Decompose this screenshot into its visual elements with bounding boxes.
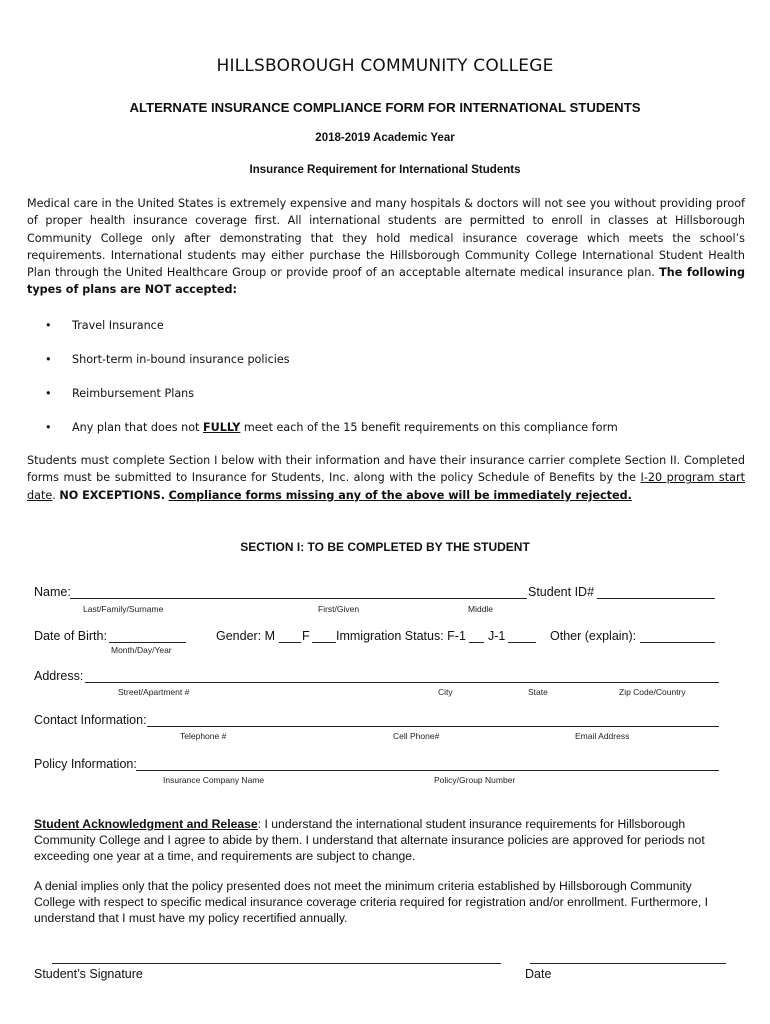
list-item-text: Travel Insurance — [72, 319, 164, 332]
list-item-text: Reimbursement Plans — [72, 387, 195, 400]
email-hint: Email Address — [575, 731, 630, 741]
requirement-heading: Insurance Requirement for International Students — [249, 164, 521, 176]
submission-text: Students must complete Section I below with their information and have their insurance carrier complete Section II. Completed forms must be submitted to Insurance for Students, Inc. along with the policy Schedule of Benefits by the — [27, 454, 745, 485]
zip-country-hint: Zip Code/Country — [619, 687, 686, 697]
acknowledgment-title: Student Acknowledgment and Release — [34, 817, 258, 831]
date-label: Date — [525, 967, 552, 981]
intro-text: Medical care in the United States is extremely expensive and many hospitals & doctors will not see you without providing proof of proper health insurance coverage first. All international students are permitted to enroll in classes at Hillsborough Community College only after demonstrating that they hold medical insurance coverage which meets the school’s requirements. International students may either purchase the Hillsborough Community College International Student Health Plan through the United Healthcare Group or provide proof of an acceptable alternate medical insurance plan. — [27, 197, 745, 280]
bullet-icon: • — [45, 353, 52, 366]
gender-female-field[interactable] — [312, 642, 336, 643]
denial-paragraph: A denial implies only that the policy presented does not meet the minimum criteria established by Hillsborough Community College with respect to specific medical insurance coverage criteria required for registration and/or enrollment. Furthermore, I understand that I must have my policy recertified annually. — [34, 879, 709, 925]
policy-number-hint: Policy/Group Number — [434, 775, 516, 785]
name-label: Name: — [34, 585, 71, 599]
last-name-hint: Last/Family/Surname — [83, 604, 164, 614]
bullet-icon: • — [45, 421, 52, 434]
state-hint: State — [528, 687, 548, 697]
intro-bold-text: The following types of plans are NOT accepted: — [27, 266, 745, 297]
insurance-company-hint: Insurance Company Name — [163, 775, 265, 785]
submission-sep: . — [52, 488, 60, 502]
academic-year: 2018-2019 Academic Year — [315, 132, 455, 144]
i20-date-text: I-20 program start date — [27, 471, 745, 502]
street-hint: Street/Apartment # — [118, 687, 190, 697]
list-item-emphasis: FULLY — [203, 421, 241, 434]
middle-name-hint: Middle — [468, 604, 494, 614]
f1-field[interactable] — [469, 642, 484, 643]
no-exceptions-text: NO EXCEPTIONS. — [59, 488, 166, 502]
bullet-icon: • — [45, 319, 52, 332]
acknowledgment-paragraph — [34, 816, 724, 864]
j1-field[interactable] — [508, 642, 536, 643]
contact-label: Contact Information: — [34, 713, 147, 727]
dob-field[interactable] — [109, 642, 186, 643]
college-name: HILLSBOROUGH COMMUNITY COLLEGE — [216, 56, 554, 76]
date-field[interactable] — [530, 963, 726, 964]
contact-field[interactable] — [147, 726, 719, 727]
other-status-label: Other (explain): — [550, 629, 637, 643]
other-status-field[interactable] — [640, 642, 715, 643]
city-hint: City — [438, 687, 453, 697]
acknowledgment-text: : I understand the international student insurance requirements for Hillsborough Community College and I agree to abide by them. I understand that alternate insurance policies are approved for periods not exceeding one year at a time, and requirements are subject to change. — [34, 817, 705, 863]
address-label: Address: — [34, 669, 84, 683]
bullet-icon: • — [45, 387, 52, 400]
gender-female-label: F — [302, 629, 310, 643]
list-item-text — [72, 421, 618, 434]
gender-male-field[interactable] — [279, 642, 301, 643]
gender-label: Gender: M — [216, 629, 276, 643]
dob-label: Date of Birth: — [34, 629, 107, 643]
policy-label: Policy Information: — [34, 757, 137, 771]
intro-paragraph — [27, 195, 745, 299]
cell-phone-hint: Cell Phone# — [393, 731, 440, 741]
first-name-hint: First/Given — [318, 604, 360, 614]
section-heading: SECTION I: TO BE COMPLETED BY THE STUDENT — [240, 540, 530, 554]
submission-paragraph — [27, 452, 745, 504]
student-id-field[interactable] — [597, 598, 715, 599]
list-item-post: meet each of the 15 benefit requirements on this compliance form — [240, 421, 618, 434]
list-item-pre: Any plan that does not — [72, 421, 203, 434]
list-item-text: Short-term in-bound insurance policies — [72, 353, 290, 366]
immigration-label: Immigration Status: F-1 — [336, 629, 466, 643]
signature-label: Student’s Signature — [34, 967, 143, 981]
form-title: ALTERNATE INSURANCE COMPLIANCE FORM FOR INTERNATIONAL STUDENTS — [129, 100, 641, 115]
signature-field[interactable] — [52, 963, 501, 964]
telephone-hint: Telephone # — [180, 731, 227, 741]
name-field[interactable] — [70, 598, 527, 599]
rejection-warning: Compliance forms missing any of the above will be immediately rejected. — [168, 488, 632, 502]
j1-label: J-1 — [488, 629, 506, 643]
address-field[interactable] — [85, 682, 719, 683]
policy-field[interactable] — [136, 770, 719, 771]
student-id-label: Student ID# — [528, 585, 595, 599]
dob-hint: Month/Day/Year — [111, 645, 172, 655]
